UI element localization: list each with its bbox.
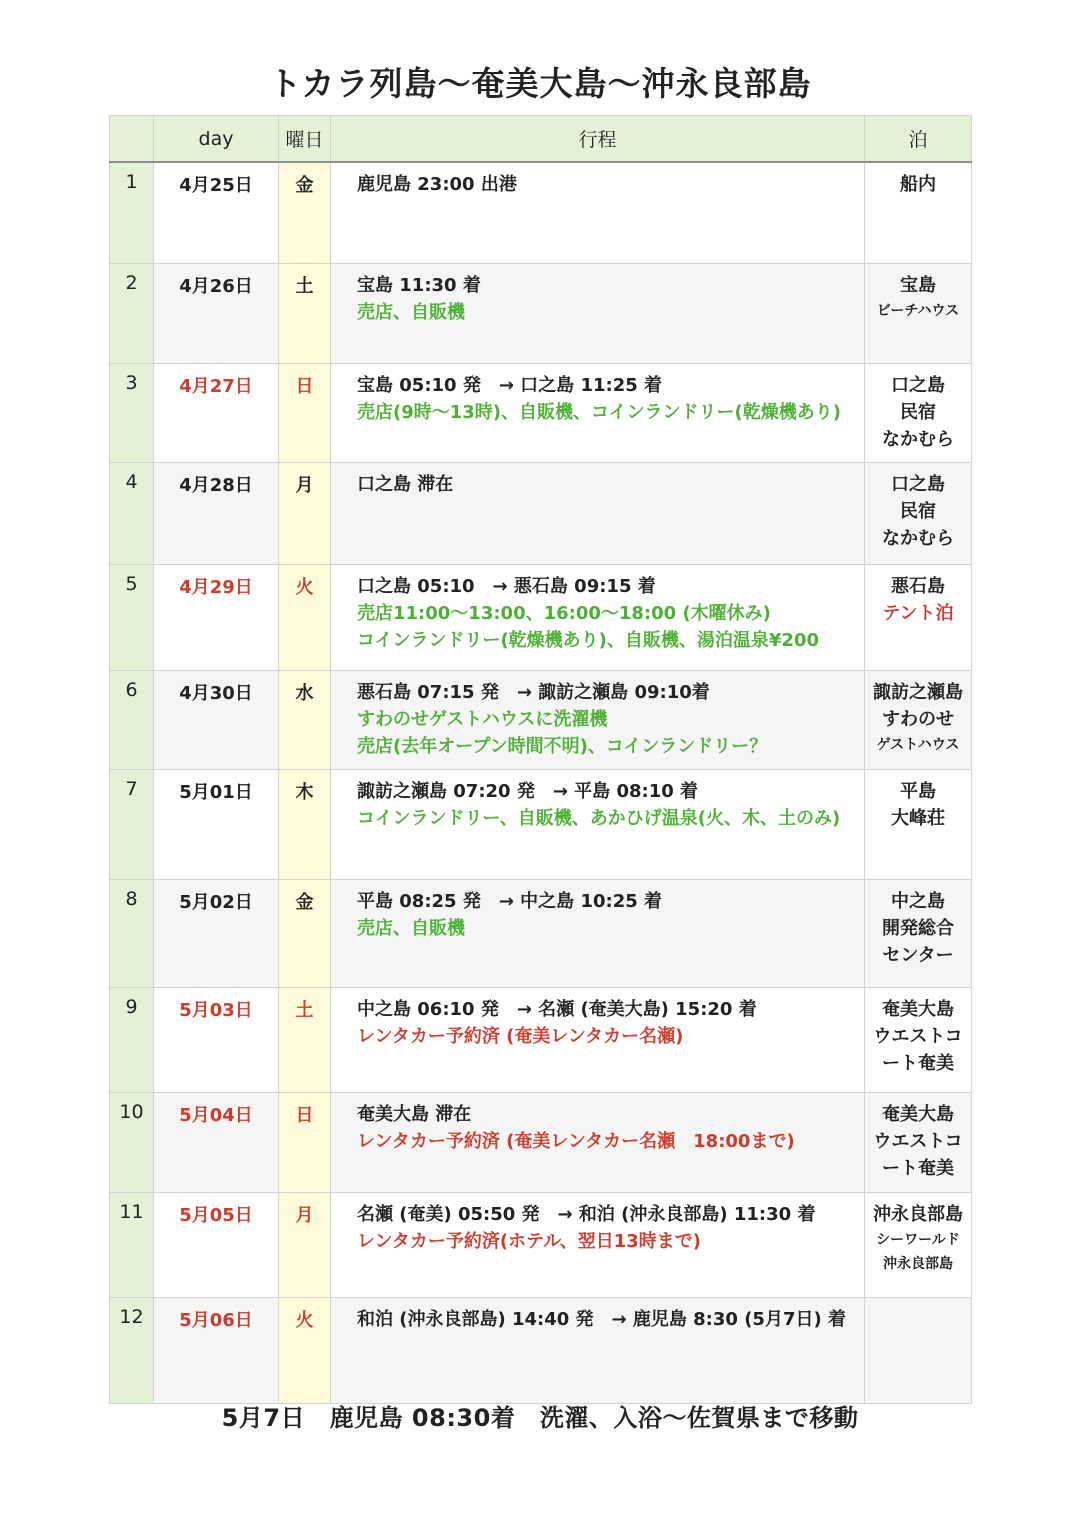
row-stay xyxy=(865,879,972,987)
stay-line: ビーチハウス xyxy=(876,302,960,319)
itinerary-line: 名瀬 (奄美) 05:50 発 → 和泊 (沖永良部島) 11:30 着 xyxy=(357,1203,816,1225)
stay-line: ート奄美 xyxy=(882,1157,954,1179)
row-stay xyxy=(865,564,972,670)
table-row xyxy=(110,462,972,564)
itinerary-line: 鹿児島 23:00 出港 xyxy=(357,174,517,195)
row-date: 4月26日 xyxy=(154,263,279,363)
stay-line: 奄美大島 xyxy=(882,998,954,1020)
table-row xyxy=(110,162,972,263)
itinerary-line: 売店(去年オープン時間不明)、コインランドリー？ xyxy=(357,735,768,757)
row-weekday: 水 xyxy=(279,670,331,769)
row-stay xyxy=(865,1192,972,1297)
header-stay: 泊 xyxy=(865,116,972,163)
row-stay xyxy=(865,987,972,1092)
row-date: 4月29日 xyxy=(154,564,279,670)
itinerary-line: 売店、自販機 xyxy=(357,301,465,323)
header-day: day xyxy=(154,116,279,163)
row-date: 5月05日 xyxy=(154,1192,279,1297)
itinerary-line: 口之島 05:10 → 悪石島 09:15 着 xyxy=(357,575,656,597)
row-itinerary xyxy=(331,879,865,987)
row-weekday: 月 xyxy=(279,1192,331,1297)
schedule-body xyxy=(110,162,972,1403)
row-stay xyxy=(865,263,972,363)
row-itinerary xyxy=(331,263,865,363)
itinerary-line: 奄美大島 滞在 xyxy=(357,1103,472,1125)
stay-line: 民宿 xyxy=(900,401,936,423)
page-title: トカラ列島〜奄美大島〜沖永良部島 xyxy=(268,64,812,103)
stay-line: 大峰荘 xyxy=(891,807,945,829)
stay-line: 奄美大島 xyxy=(882,1103,954,1125)
row-number: 6 xyxy=(110,670,154,769)
row-number: 1 xyxy=(110,162,154,263)
stay-line: センター xyxy=(882,944,954,966)
stay-line: ウエストコ xyxy=(873,1025,963,1047)
header-dow: 曜日 xyxy=(279,116,331,163)
itinerary-line: レンタカー予約済(ホテル、翌日13時まで) xyxy=(357,1230,701,1252)
stay-line: 船内 xyxy=(900,174,936,195)
itinerary-line: 悪石島 07:15 発 → 諏訪之瀬島 09:10着 xyxy=(357,681,710,703)
row-itinerary xyxy=(331,1297,865,1403)
row-number: 11 xyxy=(110,1192,154,1297)
row-number: 8 xyxy=(110,879,154,987)
row-date: 4月30日 xyxy=(154,670,279,769)
table-row xyxy=(110,564,972,670)
itinerary-line: 売店、自販機 xyxy=(357,917,465,939)
row-itinerary xyxy=(331,462,865,564)
row-weekday: 月 xyxy=(279,462,331,564)
stay-line: なかむら xyxy=(882,527,954,549)
row-itinerary xyxy=(331,769,865,879)
table-row xyxy=(110,1192,972,1297)
row-itinerary xyxy=(331,987,865,1092)
stay-line: 宝島 xyxy=(900,274,936,296)
itinerary-line: 諏訪之瀬島 07:20 発 → 平島 08:10 着 xyxy=(357,780,699,802)
itinerary-line: コインランドリー、自販機、あかひげ温泉(火、木、土のみ) xyxy=(357,807,841,829)
itinerary-line: 売店(9時〜13時)、自販機、コインランドリー(乾燥機あり) xyxy=(357,401,841,423)
itinerary-line: レンタカー予約済 (奄美レンタカー名瀬 18:00まで) xyxy=(357,1130,795,1152)
table-row xyxy=(110,879,972,987)
stay-line: 民宿 xyxy=(900,500,936,522)
itinerary-line: 口之島 滞在 xyxy=(357,473,454,495)
row-date: 4月27日 xyxy=(154,363,279,462)
stay-line: ート奄美 xyxy=(882,1052,954,1074)
itinerary-line: すわのせゲストハウスに洗濯機 xyxy=(357,708,608,730)
row-number: 9 xyxy=(110,987,154,1092)
stay-line: 口之島 xyxy=(891,374,945,396)
row-itinerary xyxy=(331,363,865,462)
table-row xyxy=(110,987,972,1092)
row-date: 5月06日 xyxy=(154,1297,279,1403)
row-itinerary xyxy=(331,162,865,263)
row-date: 5月02日 xyxy=(154,879,279,987)
table-row xyxy=(110,263,972,363)
schedule-table xyxy=(109,115,972,1404)
row-number: 2 xyxy=(110,263,154,363)
row-weekday: 土 xyxy=(279,263,331,363)
table-row xyxy=(110,1092,972,1192)
row-weekday: 金 xyxy=(279,162,331,263)
itinerary-line: コインランドリー(乾燥機あり)、自販機、湯泊温泉¥200 xyxy=(357,629,820,651)
row-date: 5月03日 xyxy=(154,987,279,1092)
row-stay xyxy=(865,363,972,462)
row-number: 12 xyxy=(110,1297,154,1403)
row-number: 7 xyxy=(110,769,154,879)
row-stay xyxy=(865,1297,972,1403)
table-row xyxy=(110,769,972,879)
row-weekday: 日 xyxy=(279,363,331,462)
row-itinerary xyxy=(331,1192,865,1297)
row-weekday: 金 xyxy=(279,879,331,987)
row-itinerary xyxy=(331,1092,865,1192)
row-number: 5 xyxy=(110,564,154,670)
itinerary-line: レンタカー予約済 (奄美レンタカー名瀬) xyxy=(357,1025,684,1047)
stay-line: 平島 xyxy=(900,780,936,802)
stay-line: 開発総合 xyxy=(882,917,954,939)
itinerary-line: 和泊 (沖永良部島) 14:40 発 → 鹿児島 8:30 (5月7日) 着 xyxy=(357,1308,846,1330)
row-stay xyxy=(865,670,972,769)
itinerary-line: 中之島 06:10 発 → 名瀬 (奄美大島) 15:20 着 xyxy=(357,998,757,1020)
row-stay xyxy=(865,162,972,263)
stay-line: ゲストハウス xyxy=(876,736,960,753)
stay-line: 諏訪之瀬島 xyxy=(873,681,963,703)
row-number: 10 xyxy=(110,1092,154,1192)
header-itinerary: 行程 xyxy=(331,116,865,163)
row-number: 3 xyxy=(110,363,154,462)
row-weekday: 土 xyxy=(279,987,331,1092)
stay-line: 口之島 xyxy=(891,473,945,495)
table-row xyxy=(110,363,972,462)
itinerary-line: 平島 08:25 発 → 中之島 10:25 着 xyxy=(357,890,663,912)
stay-line: 沖永良部島 xyxy=(883,1255,953,1272)
itinerary-line: 売店11:00〜13:00、16:00〜18:00 (木曜休み) xyxy=(357,602,771,624)
table-row xyxy=(110,1297,972,1403)
header-row xyxy=(110,116,972,163)
row-stay xyxy=(865,462,972,564)
row-weekday: 日 xyxy=(279,1092,331,1192)
row-stay xyxy=(865,769,972,879)
header-num xyxy=(110,116,154,163)
stay-line: なかむら xyxy=(882,428,954,450)
stay-line: すわのせ xyxy=(882,708,954,730)
row-date: 5月04日 xyxy=(154,1092,279,1192)
row-weekday: 火 xyxy=(279,564,331,670)
stay-line: 悪石島 xyxy=(891,575,945,597)
table-row xyxy=(110,670,972,769)
row-weekday: 木 xyxy=(279,769,331,879)
itinerary-line: 宝島 05:10 発 → 口之島 11:25 着 xyxy=(357,374,663,396)
stay-line: シーワールド xyxy=(876,1231,960,1248)
stay-line: 中之島 xyxy=(891,890,945,912)
stay-line: 沖永良部島 xyxy=(873,1203,963,1225)
stay-line: ウエストコ xyxy=(873,1130,963,1152)
footer-note: 5月7日 鹿児島 08:30着 洗濯、入浴〜佐賀県まで移動 xyxy=(221,1404,859,1432)
row-number: 4 xyxy=(110,462,154,564)
stay-line: テント泊 xyxy=(882,602,954,624)
row-stay xyxy=(865,1092,972,1192)
row-itinerary xyxy=(331,670,865,769)
row-date: 5月01日 xyxy=(154,769,279,879)
row-date: 4月25日 xyxy=(154,162,279,263)
row-itinerary xyxy=(331,564,865,670)
row-weekday: 火 xyxy=(279,1297,331,1403)
row-date: 4月28日 xyxy=(154,462,279,564)
itinerary-line: 宝島 11:30 着 xyxy=(357,274,481,296)
